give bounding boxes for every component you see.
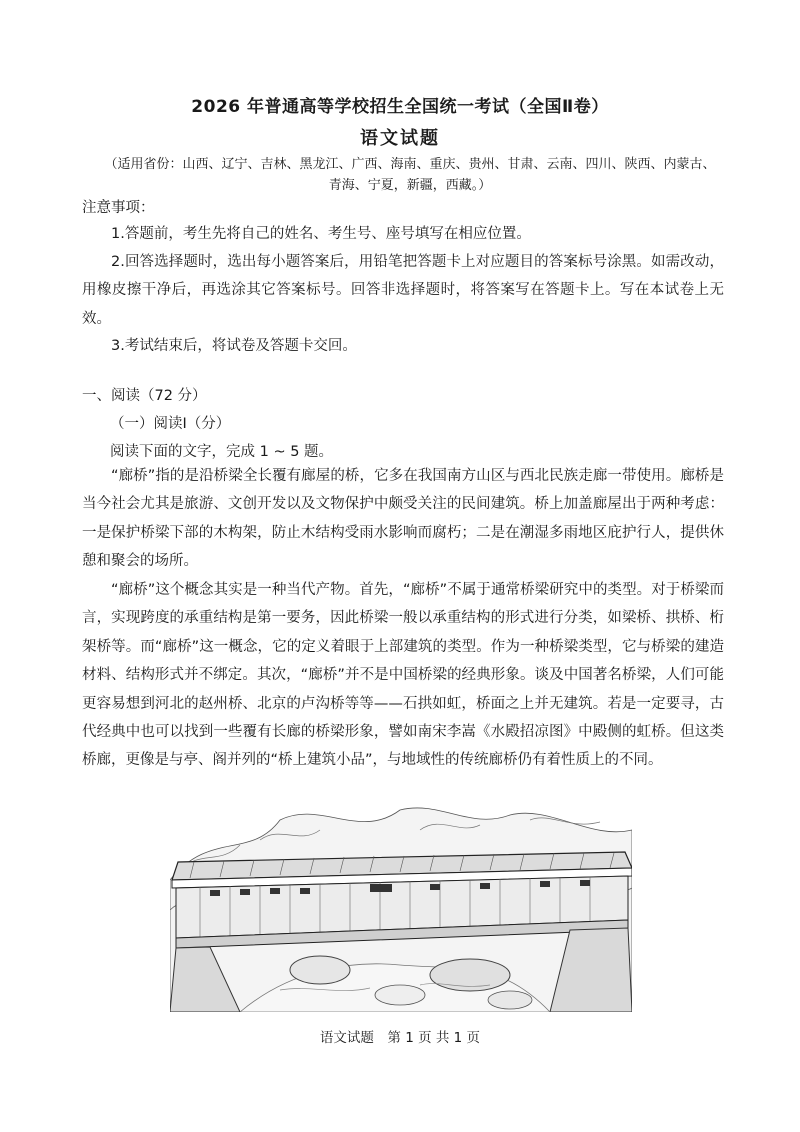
provinces-line-1: （适用省份：山西、辽宁、吉林、黑龙江、广西、海南、重庆、贵州、甘肃、云南、四川、陕西、内蒙古、 xyxy=(104,157,716,172)
section-heading: 一、阅读（72 分） xyxy=(82,388,207,404)
exam-title: 2026 年普通高等学校招生全国统一考试（全国Ⅱ卷） xyxy=(191,97,609,117)
section-instruction: 阅读下面的文字，完成 1 ~ 5 题。 xyxy=(110,444,334,460)
section-subheading: （一）阅读Ⅰ（分） xyxy=(110,416,231,432)
applicable-provinces xyxy=(90,154,730,196)
notice-item-2: 2.回答选择题时，选出每小题答案后，用铅笔把答题卡上对应题目的答案标号涂黑。如需改动，用橡皮擦干净后，再选涂其它答案标号。回答非选择题时，将答案写在答题卡上。写在本试卷上无效。 xyxy=(82,254,724,327)
notice-item-1: 1.答题前，考生先将自己的姓名、考生号、座号填写在相应位置。 xyxy=(111,226,531,242)
passage-paragraph-2: “廊桥”这个概念其实是一种当代产物。首先，“廊桥”不属于通常桥梁研究中的类型。对于桥梁而言，实现跨度的承重结构是第一要务，因此桥梁一般以承重结构的形式进行分类，如梁桥、拱桥、桁架桥等。而“廊桥”这一概念，它的定义着眼于上部建筑的类型。作为一种桥梁类型，它与桥梁的建造材料、结构形式并不绑定。其次，“廊桥”并不是中国桥梁的经典形象。谈及中国著名桥梁，人们可能更容易想到河北的赵州桥、北京的卢沟桥等等——石拱如虹，桥面之上并无建筑。若是一定要寻，古代经典中也可以找到一些覆有长廊的桥梁形象，譬如南宋李嵩《水殿招凉图》中殿侧的虹桥。但这类桥廊，更像是与亭、阁并列的“桥上建筑小品”，与地域性的传统廊桥仍有着性质上的不同。 xyxy=(82,582,724,769)
notice-item-3: 3.考试结束后，将试卷及答题卡交回。 xyxy=(111,338,357,354)
exam-subtitle: 语文试题 xyxy=(360,128,440,149)
covered-bridge-illustration xyxy=(170,800,632,1012)
provinces-line-2: 青海、宁夏，新疆，西藏。） xyxy=(328,178,492,193)
page-footer: 语文试题 第 1 页 共 1 页 xyxy=(319,1030,481,1046)
passage-paragraph-1: “廊桥”指的是沿桥梁全长覆有廊屋的桥，它多在我国南方山区与西北民族走廊一带使用。廊桥是当今社会尤其是旅游、文创开发以及文物保护中颇受关注的民间建筑。桥上加盖廊屋出于两种考虑：一是保护桥梁下部的木构架，防止木结构受雨水影响而腐朽；二是在潮湿多雨地区庇护行人，提供休憩和聚会的场所。 xyxy=(82,468,724,570)
notice-heading: 注意事项： xyxy=(82,200,155,216)
